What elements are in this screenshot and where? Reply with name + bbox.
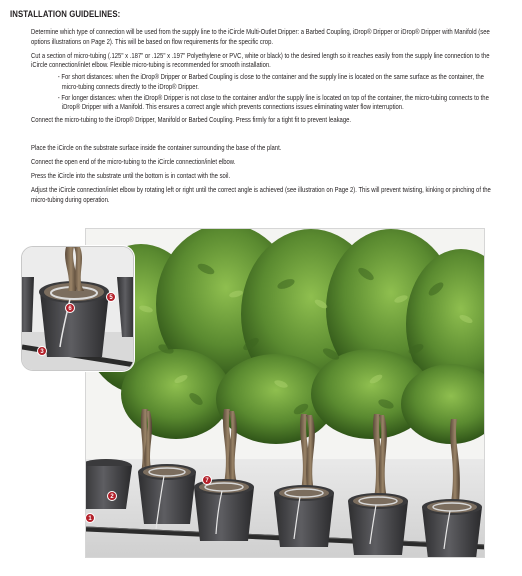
instruction-paragraph: Connect the open end of the micro-tubing to the iCircle connection/inlet elbow.: [31, 156, 236, 166]
instruction-paragraph: Adjust the iCircle connection/inlet elbow by rotating left or right until the correct angle is achieved (see illustration on Page 2). This will prevent twisting, kinking or pinching of the micro-tubing during operation.: [31, 185, 491, 204]
plants-illustration: [86, 229, 485, 558]
instruction-paragraph: Connect the micro-tubing to the iDrop® Dripper, Manifold or Barbed Coupling. Press firmly for a tight fit to prevent leakage.: [31, 114, 352, 124]
instruction-subpoint: - For short distances: when the iDrop® Dripper or Barbed Coupling is close to the container and the supply line is located on the same surface as the container, the micro-tubing connects directly to the iDrop® Dripper.: [57, 72, 484, 91]
callout-marker-5: 5: [106, 292, 116, 302]
instruction-paragraph: Press the iCircle into the substrate until the bottom is in contact with the soil.: [31, 171, 231, 181]
callout-marker-1: 1: [85, 513, 95, 523]
instruction-paragraph: Place the iCircle on the substrate surface inside the container surrounding the base of the plant.: [31, 142, 282, 152]
instruction-paragraph: Determine which type of connection will be used from the supply line to the iCircle Multi-Outlet Dripper: a Barbed Coupling, iDrop® Dripper or iDrop® Dripper with Manifold (see options illustrations on Page 2). This will be based on flow requirements for the specific crop.: [31, 27, 490, 46]
instruction-subpoint: - For longer distances: when the iDrop® Dripper is not close to the container and/or the supply line is located on top of the container, the micro-tubing connects to the iDrop® Dripper with a Manifold. This ensures a correct angle which prevents connections issues eliminating water flow interruption.: [57, 92, 489, 112]
instructions: [31, 27, 497, 209]
page-heading: INSTALLATION GUIDELINES:: [10, 9, 121, 20]
callout-marker-6: 6: [65, 303, 75, 313]
callout-marker-2: 2: [107, 491, 117, 501]
installation-photo: [85, 228, 485, 558]
callout-marker-3: 3: [37, 346, 47, 356]
instruction-paragraph: Cut a section of micro-tubing (.125" x .187" or .125" x .197" Polyethylene or PVC, white or black) to the desired length so it reaches easily from the supply line connection to the iCircle connection/inlet elbow. Flexible micro-tubing is recommended for smooth installation.: [31, 50, 490, 70]
callout-marker-7: 7: [202, 475, 212, 485]
